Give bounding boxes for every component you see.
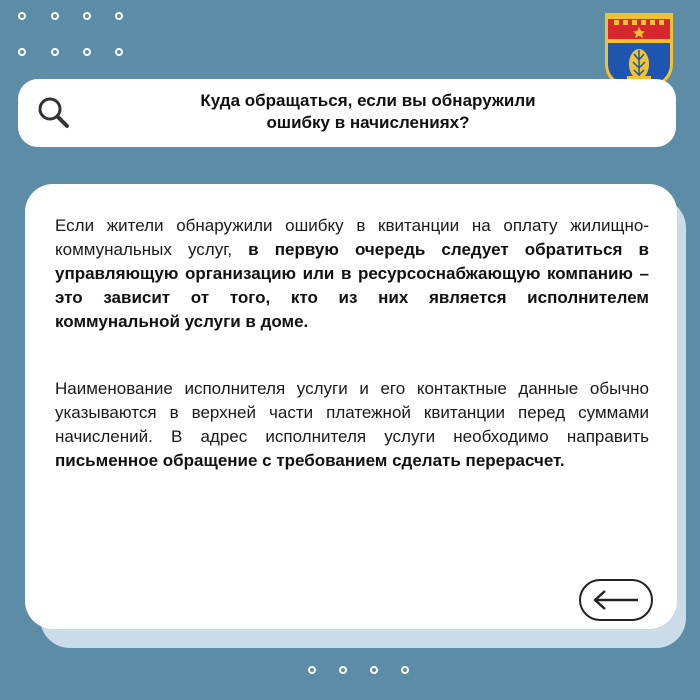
page-dot[interactable] — [401, 666, 409, 674]
decorative-dot-grid — [18, 10, 130, 56]
page-indicator — [308, 666, 418, 676]
decor-dot — [51, 48, 59, 56]
page-dot[interactable] — [308, 666, 316, 674]
back-button[interactable] — [579, 579, 653, 621]
paragraph-2-bold: письменное обращение с требованием сделать перерасчет. — [55, 451, 565, 470]
page-dot[interactable] — [370, 666, 378, 674]
paragraph-1-text: Если жители обнаружили ошибку в квитанции на оплату жилищно-коммунальных услуг, — [55, 216, 649, 259]
page-title: Куда обращаться, если вы обнаружили ошибку в начислениях? — [200, 91, 536, 132]
page-dot[interactable] — [339, 666, 347, 674]
decor-dot — [83, 12, 91, 20]
decor-dot — [18, 12, 26, 20]
paragraph-1 — [55, 214, 649, 334]
decor-dot — [115, 48, 123, 56]
content-card — [25, 184, 677, 629]
back-arrow-icon — [592, 590, 640, 610]
paragraph-2 — [55, 377, 649, 473]
decor-dot — [83, 48, 91, 56]
decor-dot — [18, 48, 26, 56]
paragraph-2-text: Наименование исполнителя услуги и его контактные данные обычно указываются в верхней части платежной квитанции перед суммами начислений. В адрес исполнителя услуги необходимо направить — [55, 379, 649, 446]
question-bar — [18, 79, 676, 147]
decor-dot — [115, 12, 123, 20]
paragraph-1-bold: в первую очередь следует обратиться в управляющую организацию или в ресурсоснабжающую компанию – это зависит от того, кто из них является исполнителем коммунальной услуги в доме. — [55, 240, 649, 331]
decor-dot — [51, 12, 59, 20]
search-icon — [36, 95, 72, 131]
